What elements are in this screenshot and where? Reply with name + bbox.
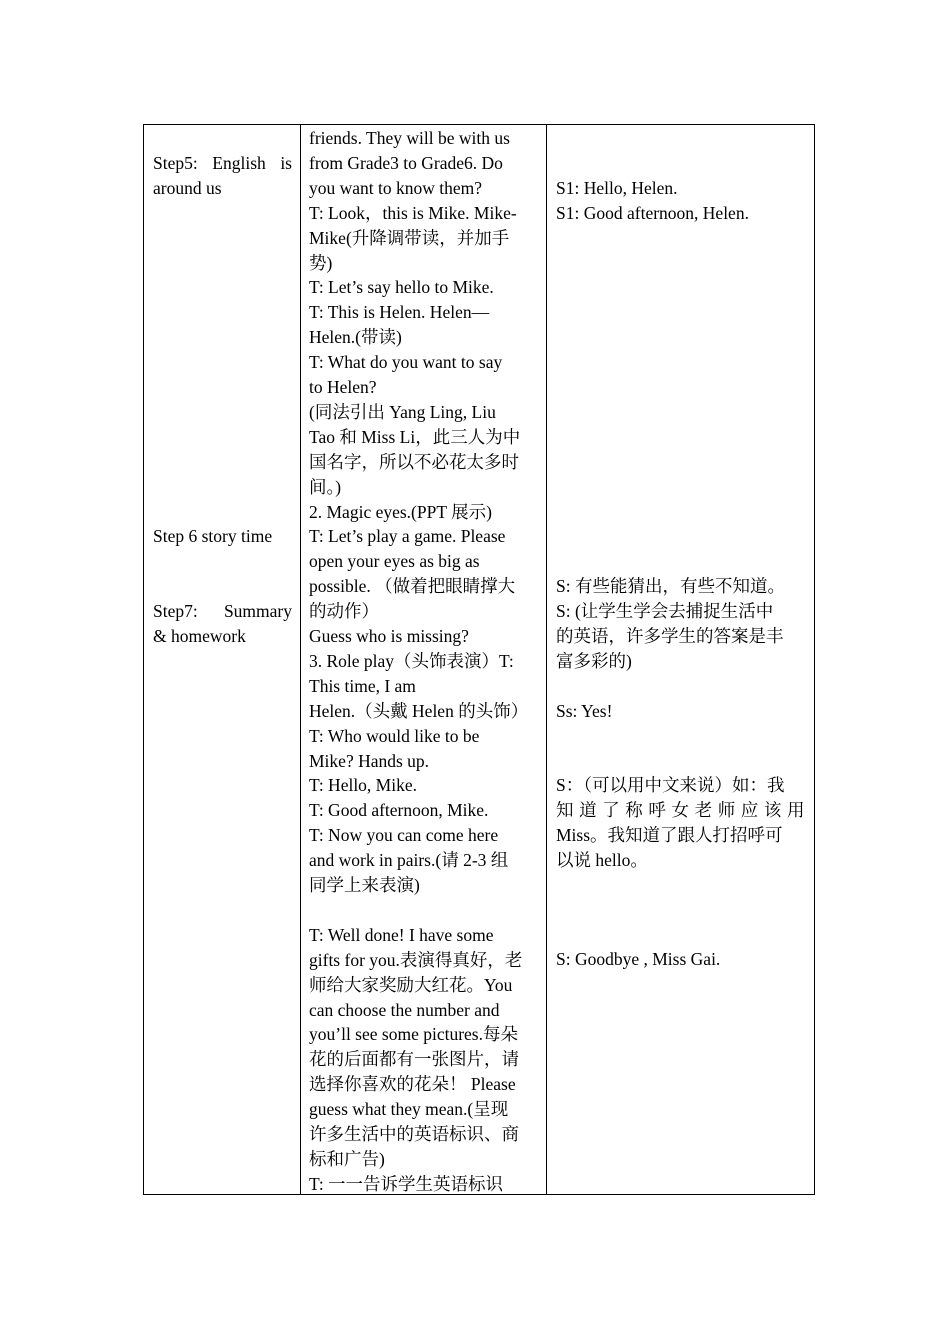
teacher-activity-line: Helen.（头戴 Helen 的头饰） (309, 700, 529, 721)
teacher-activity-line: to Helen? (309, 377, 377, 397)
step5-title-cont: around us (153, 178, 222, 198)
teacher-activity-line: T: Who would like to be (309, 725, 480, 746)
teacher-activity-line: T: Good afternoon, Mike. (309, 800, 489, 821)
teacher-activity-line: open your eyes as big as (309, 551, 480, 572)
teacher-activity-line: 2. Magic eyes.(PPT 展示) (309, 501, 492, 522)
student-response: S: Goodbye , Miss Gai. (556, 949, 721, 969)
teacher-activity-line: from Grade3 to Grade6. Do (309, 152, 503, 173)
teacher-activity-line: T: This is Helen. Helen— (309, 302, 490, 323)
teacher-activity-line: gifts for you.表演得真好，老 (309, 949, 523, 970)
teacher-activity-line: Guess who is missing? (309, 626, 469, 646)
student-response: S: 有些能猜出，有些不知道。 (556, 576, 785, 596)
column-divider (546, 125, 547, 1194)
teacher-activity-line: you want to know them? (309, 177, 483, 198)
step7-title-cont: & homework (153, 626, 246, 646)
teacher-activity-line: T: Let’s say hello to Mike. (309, 277, 494, 298)
step6-title: Step 6 story time (153, 526, 273, 546)
student-response: 知道了称呼女老师应该用 (556, 800, 811, 820)
teacher-activity-line: and work in pairs.(请 2-3 组 (309, 850, 509, 871)
student-response: 以说 hello。 (556, 850, 648, 870)
teacher-activity-line: Tao 和 Miss Li，此三人为中 (309, 426, 521, 447)
teacher-activity-line: 许多生活中的英语标识、商 (309, 1124, 519, 1144)
teacher-activity-line: 间。) (309, 476, 342, 497)
teacher-activity-line: This time, I am (309, 675, 416, 696)
teacher-activity-line: 势) (309, 252, 333, 273)
teacher-activity-line: can choose the number and (309, 999, 500, 1020)
teacher-activity-line: possible. （做着把眼睛撑大 (309, 576, 516, 597)
teacher-activity-line: you’ll see some pictures.每朵 (309, 1024, 518, 1045)
teacher-activity-line: T: What do you want to say (309, 352, 503, 373)
teacher-activity-line: Mike(升降调带读，并加手 (309, 227, 510, 248)
student-response: S1: Hello, Helen. (556, 178, 678, 198)
teacher-activity-line (309, 898, 543, 923)
step5-title: Step5: English is (153, 153, 292, 173)
student-response: Miss。我知道了跟人打招呼可 (556, 825, 783, 845)
student-response: S：（可以用中文来说）如：我 (556, 775, 785, 795)
teacher-activity-line: Mike? Hands up. (309, 750, 430, 771)
teacher-activity-line: 花的后面都有一张图片，请 (309, 1049, 519, 1070)
teacher-activity-line: T: 一一告诉学生英语标识 (309, 1173, 504, 1194)
student-response: S: (让学生学会去捕捉生活中 (556, 601, 774, 621)
lesson-plan-table (143, 124, 815, 1195)
teacher-activity-line: 的动作） (309, 601, 379, 622)
teacher-activity-line: T: Look，this is Mike. Mike- (309, 202, 517, 223)
step7-title: Step7: Summary (153, 601, 292, 621)
teacher-activity-line: guess what they mean.(呈现 (309, 1099, 509, 1120)
teacher-activity-line: (同法引出 Yang Ling, Liu (309, 401, 496, 422)
teacher-activity-line: T: Now you can come here (309, 825, 499, 846)
teacher-activity-line: T: Let’s play a game. Please (309, 526, 506, 547)
teacher-activity-line: T: Hello, Mike. (309, 775, 417, 796)
student-response: Ss: Yes! (556, 701, 613, 721)
student-response: 的英语，许多学生的答案是丰 (556, 626, 784, 646)
teacher-activity-line: 选择你喜欢的花朵！ Please (309, 1074, 516, 1095)
teacher-activity-line: T: Well done! I have some (309, 924, 494, 945)
teacher-activity-line: 国名字，所以不必花太多时 (309, 451, 519, 472)
teacher-activity-line: friends. They will be with us (309, 128, 510, 148)
teacher-activity-line: 师给大家奖励大红花。You (309, 974, 513, 995)
teacher-activity-line: 3. Role play（头饰表演）T: (309, 650, 514, 671)
steps-column (144, 125, 301, 1194)
student-response: S1: Good afternoon, Helen. (556, 203, 749, 223)
teacher-activity-line: 标和广告) (309, 1148, 385, 1169)
teacher-activity-line: Helen.(带读) (309, 327, 402, 348)
teacher-activity-line: 同学上来表演) (309, 875, 420, 895)
student-response: 富多彩的) (556, 651, 632, 671)
